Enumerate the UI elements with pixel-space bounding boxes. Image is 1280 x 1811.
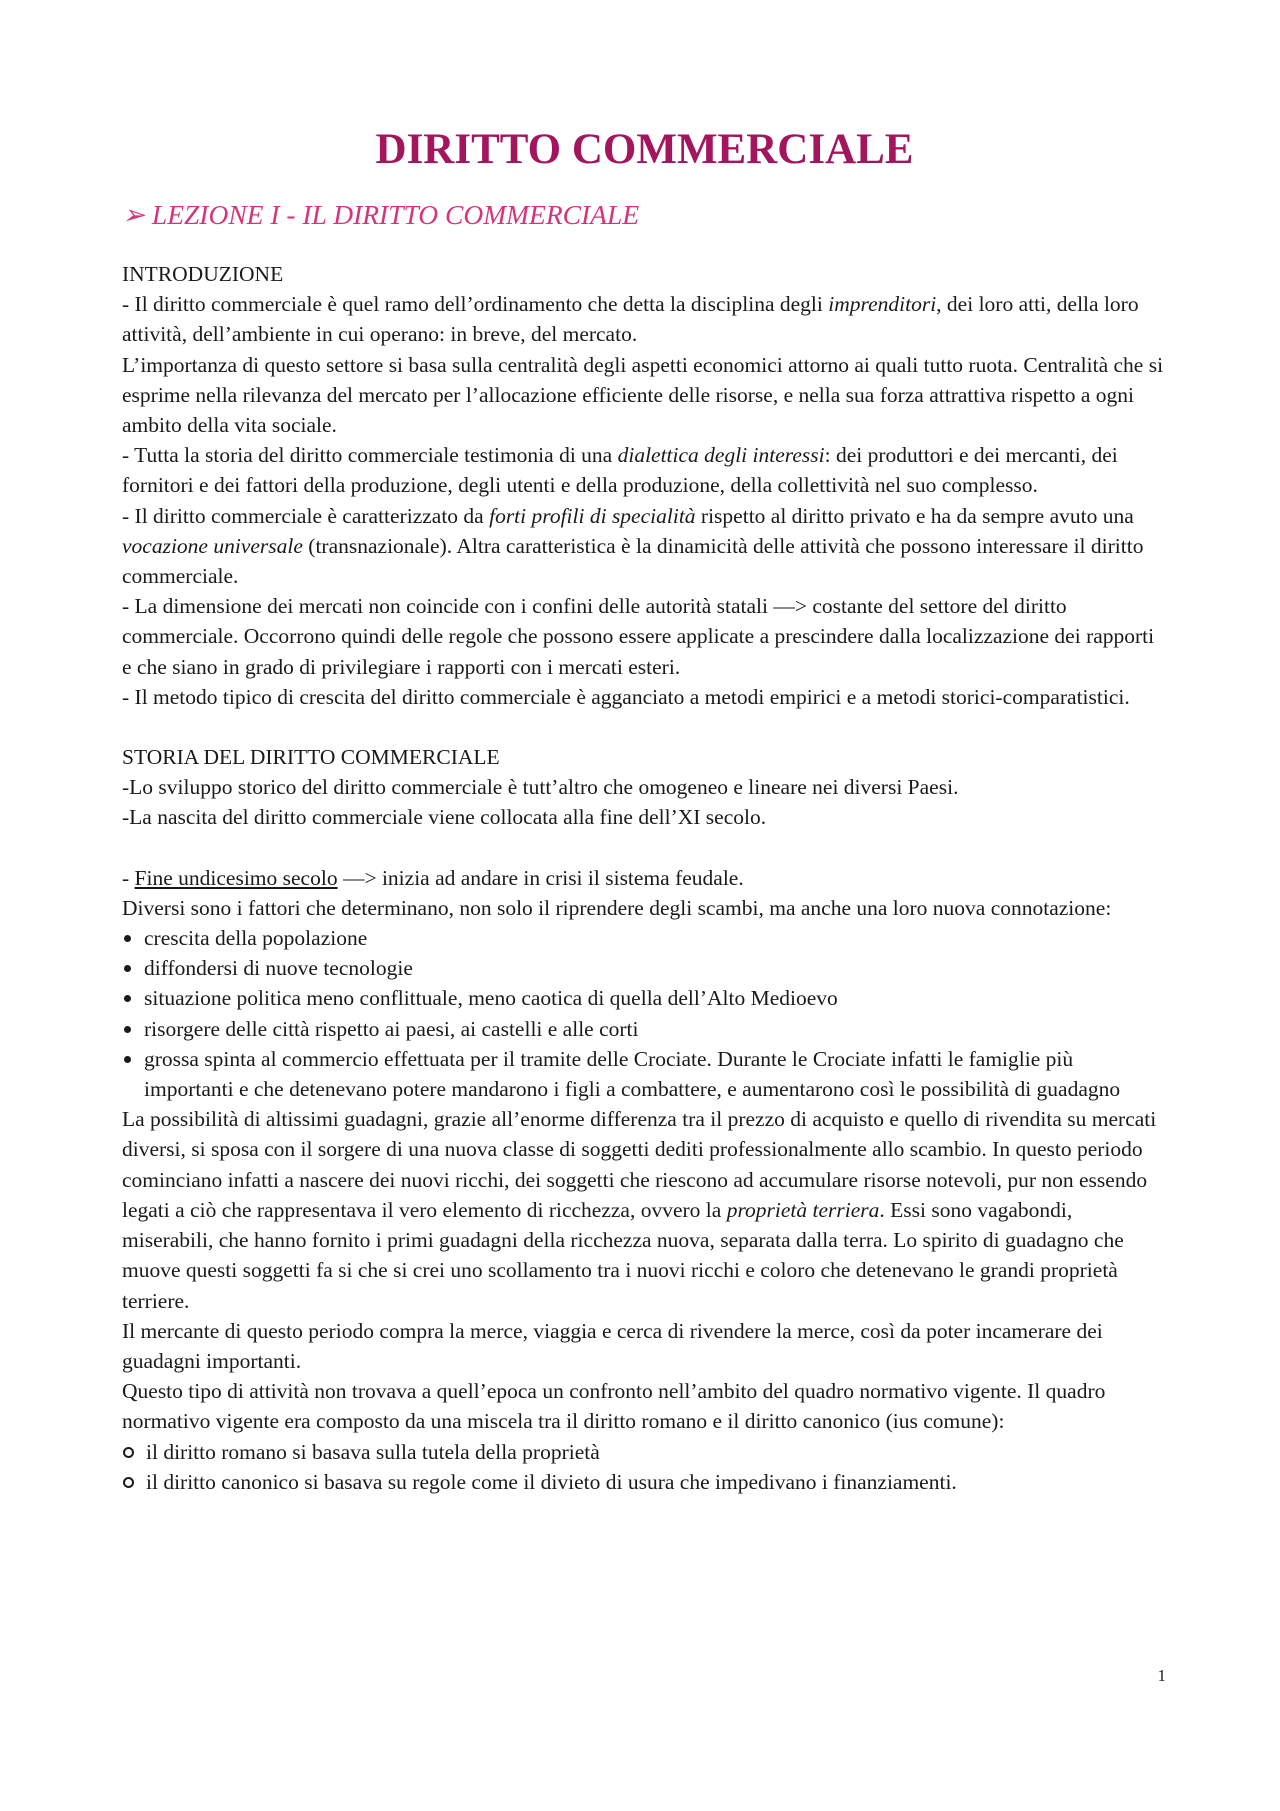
arrow-marker-icon: ➢ (122, 199, 146, 230)
document-page (122, 120, 1167, 1497)
lesson-heading-text: LEZIONE I - IL DIRITTO COMMERCIALE (151, 199, 640, 230)
paragraph: - Fine undicesimo secolo —> inizia ad andare in crisi il sistema feudale. (122, 865, 744, 890)
section-heading-introduzione: INTRODUZIONE (122, 262, 284, 286)
list-item: il diritto romano si basava sulla tutela della proprietà (122, 1437, 1167, 1467)
paragraph: -La nascita del diritto commerciale viene collocata alla fine dell’XI secolo. (122, 805, 767, 830)
list-item: risorgere delle città rispetto ai paesi, ai castelli e alle corti (122, 1014, 1167, 1044)
paragraph: L’importanza di questo settore si basa sulla centralità degli aspetti economici attorno ai quali tutto ruota. Centralità che si esprime nella rilevanza del mercato per l’allocazione efficiente delle risorse, e nella sua forza attrattiva rispetto a ogni ambito della vita sociale. (122, 352, 1164, 438)
underlined-term: Fine undicesimo secolo (134, 865, 338, 890)
paragraph: - Il metodo tipico di crescita del diritto commerciale è agganciato a metodi empirici e a metodi storici-comparatistici. (122, 684, 1130, 709)
list-item: grossa spinta al commercio effettuata per il tramite delle Crociate. Durante le Crociate infatti le famiglie più importanti e che detenevano potere mandarono i figli a combattere, e aumentarono così le possibilità di guadagno (122, 1044, 1167, 1104)
paragraph: - La dimensione dei mercati non coincide con i confini delle autorità statali —> costante del settore del diritto commerciale. Occorrono quindi delle regole che possono essere applicate a prescindere dalla localizzazione dei rapporti e che siano in grado di privilegiare i rapporti con i mercati esteri. (122, 594, 1155, 679)
list-item: situazione politica meno conflittuale, meno caotica di quella dell’Alto Medioevo (122, 983, 1167, 1013)
paragraph: - Il diritto commerciale è caratterizzato da forti profili di specialità rispetto al diritto privato e ha da sempre avuto una vocazione universale (transnazionale). Altra caratteristica è la dinamicità delle attività che possono interessare il diritto commerciale. (122, 503, 1144, 589)
law-list (122, 1437, 1167, 1497)
section-heading-storia: STORIA DEL DIRITTO COMMERCIALE (122, 745, 500, 770)
paragraph: Questo tipo di attività non trovava a quell’epoca un confronto nell’ambito del quadro normativo vigente. Il quadro normativo vigente era composto da una miscela tra il diritto romano e il diritto canonico (ius comune): (122, 1379, 1106, 1434)
paragraph: -Lo sviluppo storico del diritto commerciale è tutt’altro che omogeneo e lineare nei diversi Paesi. (122, 775, 959, 800)
list-item: il diritto canonico si basava su regole come il divieto di usura che impedivano i finanziamenti. (122, 1467, 1167, 1497)
lesson-heading (122, 195, 1167, 235)
paragraph: Diversi sono i fattori che determinano, non solo il riprendere degli scambi, ma anche una loro nuova connotazione: (122, 895, 1112, 920)
page-number: 1 (1157, 1666, 1166, 1685)
document-title: DIRITTO COMMERCIALE (375, 126, 914, 173)
paragraph: - Il diritto commerciale è quel ramo dell’ordinamento che detta la disciplina degli imprenditori, dei loro atti, della loro attività, dell’ambiente in cui operano: in breve, del mercato. (122, 292, 1139, 347)
list-item: crescita della popolazione (122, 923, 1167, 953)
paragraph: La possibilità di altissimi guadagni, grazie all’enorme differenza tra il prezzo di acquisto e quello di rivendita su mercati diversi, si sposa con il sorgere di una nuova classe di soggetti dediti professionalmente allo scambio. In questo periodo cominciano infatti a nascere dei nuovi ricchi, dei soggetti che riescono ad accumulare risorse notevoli, pur non essendo legati a ciò che rappresentava il vero elemento di ricchezza, ovvero la proprietà terriera. Essi sono vagabondi, miserabili, che hanno fornito i primi guadagni della ricchezza nuova, separata dalla terra. Lo spirito di guadagno che muove questi soggetti fa si che si crei uno scollamento tra i nuovi ricchi e coloro che detenevano le grandi proprietà terriere. (122, 1107, 1157, 1313)
list-item: diffondersi di nuove tecnologie (122, 953, 1167, 983)
factors-list (122, 923, 1167, 1104)
paragraph: - Tutta la storia del diritto commerciale testimonia di una dialettica degli interessi: dei produttori e dei mercanti, dei fornitori e dei fattori della produzione, degli utenti e della produzione, della collettività nel suo complesso. (122, 443, 1118, 498)
paragraph: Il mercante di questo periodo compra la merce, viaggia e cerca di rivendere la merce, così da poter incamerare dei guadagni importanti. (122, 1318, 1103, 1373)
